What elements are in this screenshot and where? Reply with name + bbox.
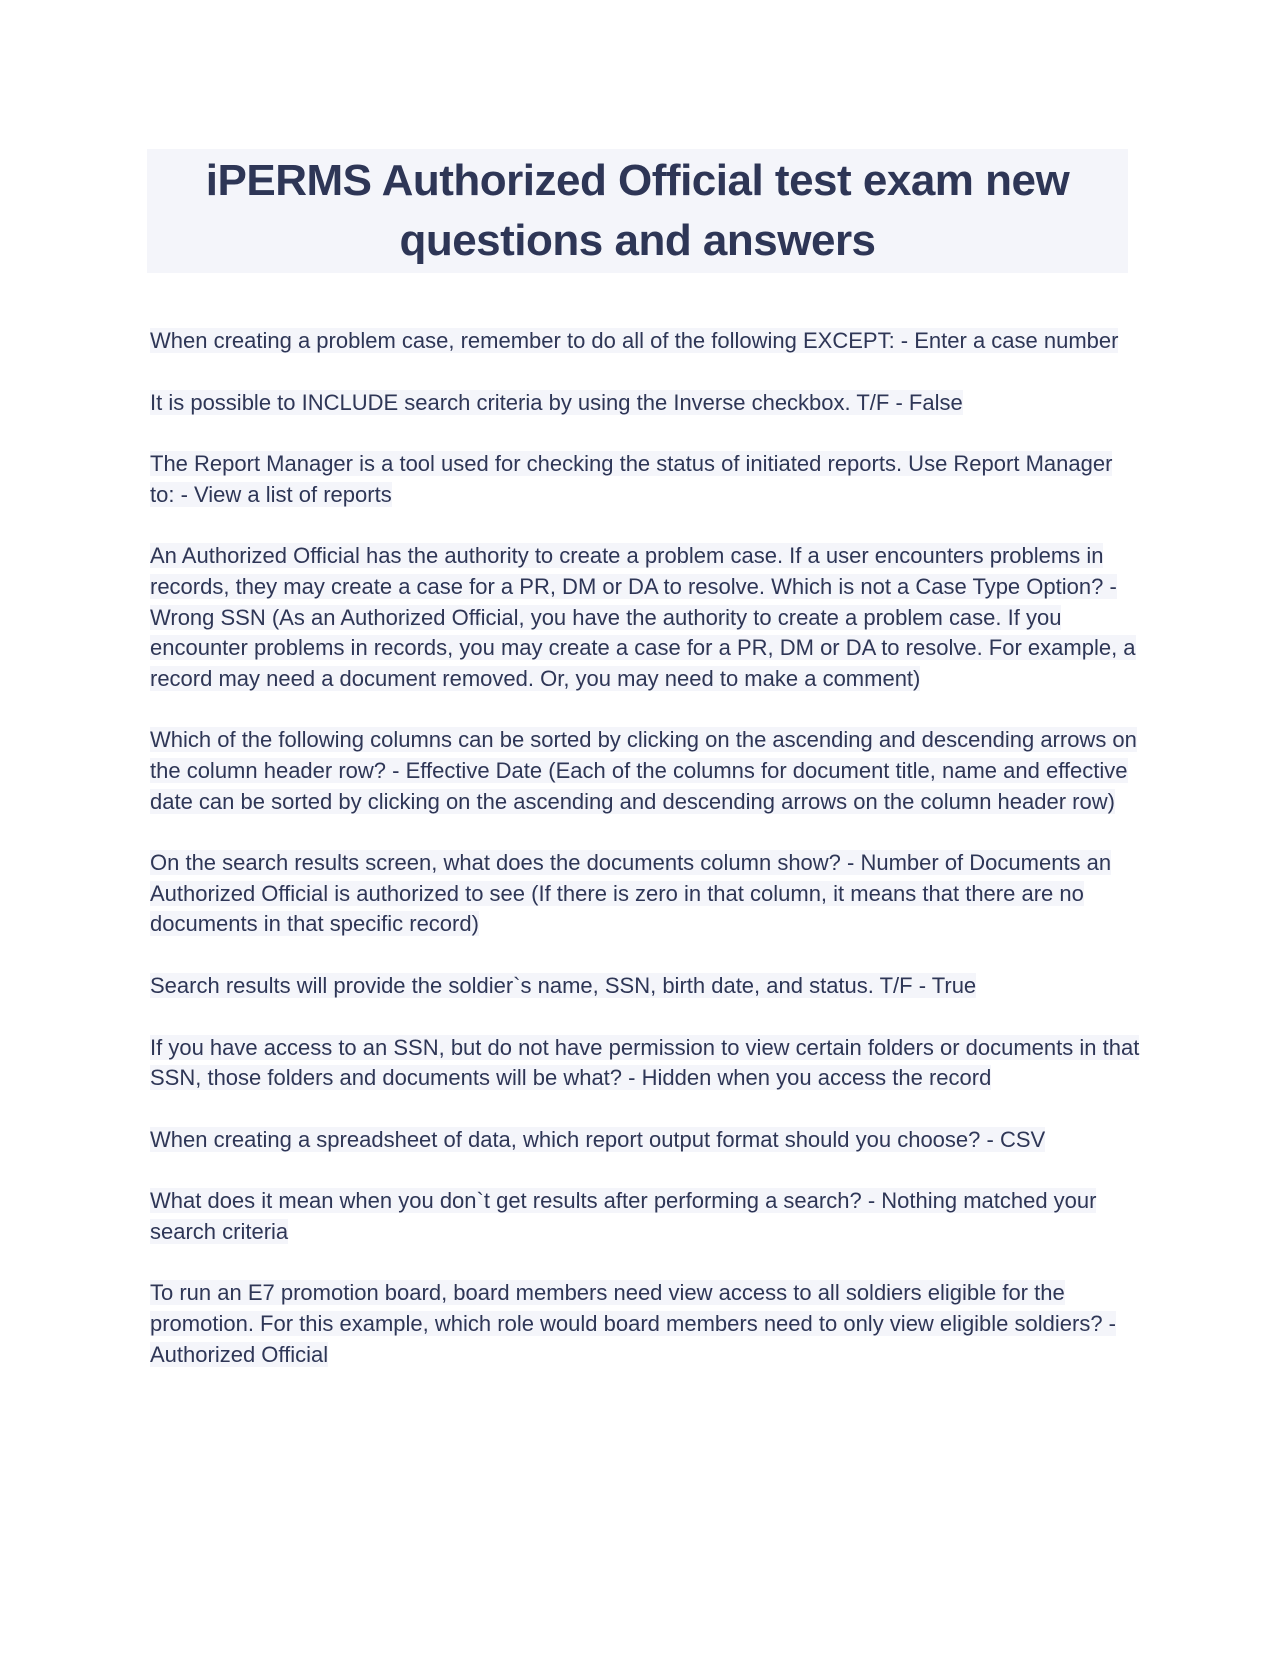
title-banner [147,149,1128,273]
document-title: iPERMS Authorized Official test exam new questions and answers [205,156,1070,265]
qa-text: The Report Manager is a tool used for checking the status of initiated reports. Use Report Manager to: - View a list of reports [150,451,1113,507]
qa-item [150,449,1140,510]
qa-text: An Authorized Official has the authority to create a problem case. If a user encounters problems in records, they may create a case for a PR, DM or DA to resolve. Which is not a Case Type Option? - Wrong SSN (As an Authorized Official, you have the authority to create a problem case. If you encounter problems in records, you may create a case for a PR, DM or DA to resolve. For example, a record may need a document removed. Or, you may need to make a comment) [150,543,1136,691]
qa-item [150,1033,1140,1094]
qa-text: Which of the following columns can be sorted by clicking on the ascending and descending arrows on the column header row? - Effective Date (Each of the columns for document title, name and effective date can be sorted by clicking on the ascending and descending arrows on the column header row) [150,727,1137,814]
qa-item [150,848,1140,940]
qa-text: On the search results screen, what does the documents column show? - Number of Documents an Authorized Official is authorized to see (If there is zero in that column, it means that there are no documents in that specific record) [150,850,1112,937]
qa-item [150,1278,1140,1370]
qa-text: What does it mean when you don`t get results after performing a search? - Nothing matched your search criteria [150,1188,1097,1244]
qa-text: When creating a problem case, remember to do all of the following EXCEPT: - Enter a case number [150,328,1119,353]
qa-item [150,388,1140,419]
qa-text: It is possible to INCLUDE search criteria by using the Inverse checkbox. T/F - False [150,389,963,415]
qa-text: Search results will provide the soldier`s name, SSN, birth date, and status. T/F - True [150,972,977,998]
qa-list [150,326,1140,1401]
qa-text: To run an E7 promotion board, board members need view access to all soldiers eligible for the promotion. For this example, which role would board members need to only view eligible soldiers? - Authorized Official [150,1280,1117,1367]
qa-item [150,725,1140,817]
qa-item [150,326,1140,357]
qa-text: If you have access to an SSN, but do not have permission to view certain folders or documents in that SSN, those folders and documents will be what? - Hidden when you access the record [150,1034,1140,1091]
qa-item [150,541,1140,694]
qa-text: When creating a spreadsheet of data, which report output format should you choose? - CSV [150,1126,1046,1152]
qa-item [150,1186,1140,1247]
qa-item [150,971,1140,1002]
qa-item [150,1125,1140,1156]
